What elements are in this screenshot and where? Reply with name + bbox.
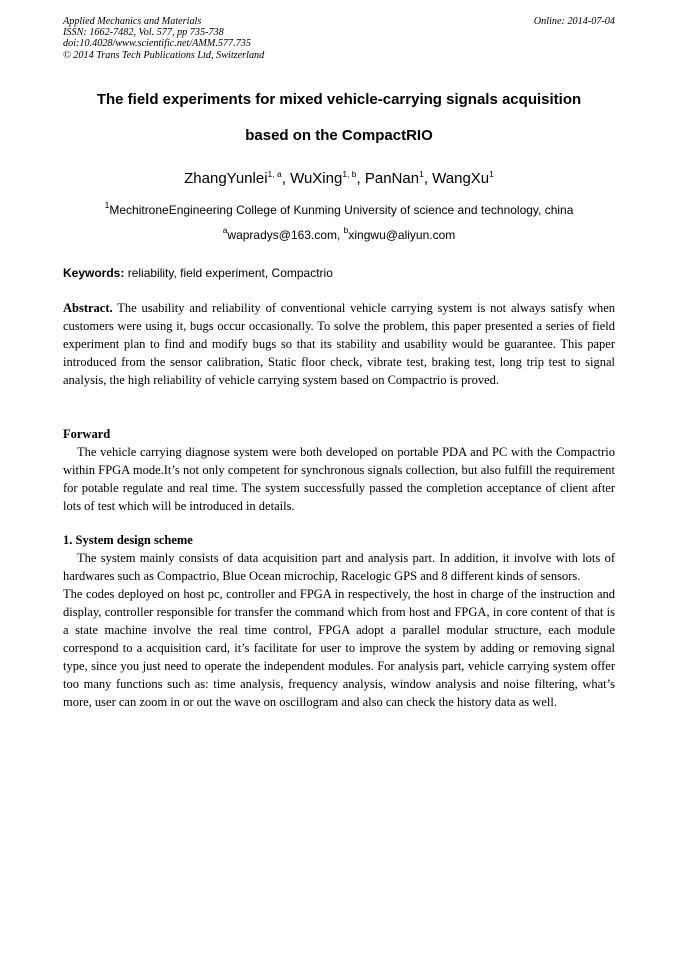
affiliation-mark: 1 [104, 200, 110, 210]
email-mark-b: b [343, 225, 349, 235]
abstract [63, 299, 615, 389]
affiliation [63, 200, 615, 217]
journal-header [63, 16, 615, 61]
author-affiliation-mark: 1 [419, 169, 424, 179]
section-1-body [63, 549, 615, 711]
forward-heading: Forward [63, 427, 111, 441]
author-name: WuXing [290, 170, 343, 187]
affiliation-text: MechitroneEngineering College of Kunming University of science and technology, china [109, 203, 574, 217]
keywords-label: Keywords: [63, 266, 125, 280]
issn-line: ISSN: 1662-7482, Vol. 577, pp 735-738 [63, 27, 224, 39]
email-b: xingwu@aliyun.com [348, 228, 456, 242]
section-1-paragraph-2: The codes deployed on host pc, controller and FPGA in respectively, the host in charge of the instruction and display, controller responsible for transfer the command which from host and FPGA, in core content of that is a state machine involve the real time control, FPGA adopt a parallel modular structure, each module correspond to a acquisition card, it’s facilitate for user to improve the system by adding or removing signal type, since you just need to operate the independent modules. For analysis part, vehicle carrying system offer too many functions such as: time analysis, frequency analysis, window analysis and noise filtering, what’s more, user can zoom in or out the wave on oscillogram and also can check the history data as well. [63, 587, 615, 709]
abstract-paragraph [63, 299, 615, 389]
email-mark-a: a [222, 225, 228, 235]
section-1-heading: 1. System design scheme [63, 533, 193, 547]
author-emails [63, 225, 615, 242]
paper-title-line-1: The field experiments for mixed vehicle-carrying signals acquisition [96, 91, 582, 108]
author-separator: , [281, 170, 291, 187]
author-name: WangXu [432, 170, 490, 187]
author-affiliation-mark: 1, a [267, 169, 282, 179]
author-separator: , [423, 170, 433, 187]
keywords [63, 266, 615, 280]
author-affiliation-mark: 1, b [342, 169, 357, 179]
keywords-text: reliability, field experiment, Compactrio [124, 266, 333, 280]
section-1-paragraph-1: The system mainly consists of data acquisition part and analysis part. In addition, it involve with lots of hardwares such as Compactrio, Blue Ocean microchip, Racelogic GPS and 8 different kinds of sensors. [63, 551, 615, 583]
author-separator: , [356, 170, 365, 187]
abstract-label: Abstract. [63, 301, 113, 315]
author-name: ZhangYunlei [184, 170, 268, 187]
journal-name: Applied Mechanics and Materials [63, 16, 202, 27]
copyright-line: © 2014 Trans Tech Publications Ltd, Switzerland [63, 49, 265, 61]
author-name: PanNan [364, 170, 420, 187]
forward-paragraph: The vehicle carrying diagnose system were both developed on portable PDA and PC with the Compactrio within FPGA mode.It’s not only competent for synchronous signals collection, but also fulfill the requirement for potable regulate and real time. The system successfully passed the completion acceptance of client after lots of test which will be introduced in details. [63, 445, 615, 513]
email-a: wapradys@163.com, [227, 228, 344, 242]
online-date: Online: 2014-07-04 [533, 16, 615, 27]
header-left [63, 16, 615, 61]
abstract-text: The usability and reliability of conventional vehicle carrying system is not always satisfy when customers were using it, bugs occur occasionally. To solve the problem, this paper presented a series of field experiment plan to find and modify bugs so that its stability and usability would be guarantee. This paper introduced from the sensor calibration, Static floor check, vibrate test, braking test, long trip test to signal analysis, the high reliability of vehicle carrying system based on Compactrio is proved. [63, 301, 615, 387]
author-affiliation-mark: 1 [489, 169, 494, 179]
forward-section [63, 443, 615, 515]
paper-title-line-2: based on the CompactRIO [245, 127, 433, 144]
doi-line: doi:10.4028/www.scientific.net/AMM.577.735 [63, 38, 251, 50]
author-list [63, 170, 615, 188]
